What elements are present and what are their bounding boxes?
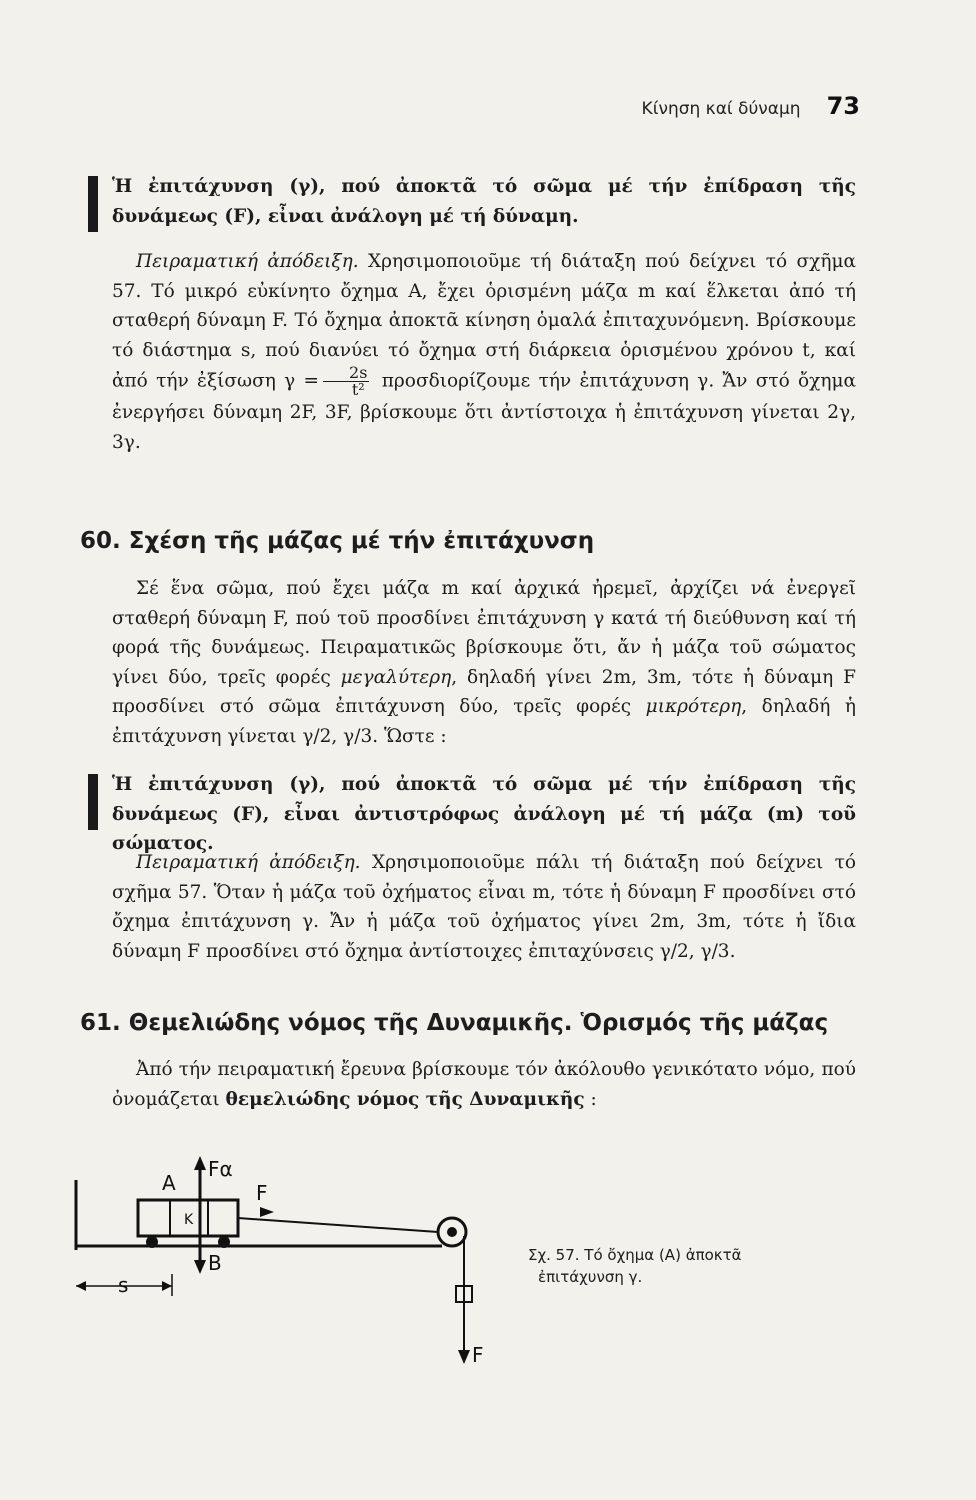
diagram-wheel: [218, 1236, 230, 1248]
label-s: s: [118, 1273, 129, 1297]
page-number: 73: [826, 92, 860, 120]
proof-1-text-a: Χρησιμοποιοῦμε τή διάταξη πού δείχνει τό σχῆμα 57. Τό μικρό εὐκίνητο ὄχημα Α, ἔχει ὁρισμένη μάζα m καί ἕλκεται ἀπό τή σταθερή δύναμη F. Τό ὄχημα ἀποκτᾶ κίνηση ὁμαλά ἐπιταχυνόμενη. Βρίσκουμε τό διάστημα s, πού διανύει τό ὄχημα στή διάρκεια ὁρισμένου χρόνου t, καί ἀπό τήν ἐξίσωση: [112, 251, 856, 392]
law-statement-1: [112, 172, 856, 231]
section-61-heading: [80, 1010, 860, 1036]
proof-2-label: Πειραματική ἀπόδειξη.: [136, 852, 361, 873]
diagram-pulley-axle: [447, 1227, 457, 1237]
label-Fa: Fα: [208, 1157, 233, 1181]
equation-denominator: t²: [351, 380, 365, 399]
section-60-number: 60.: [80, 528, 121, 554]
word-bigger: μεγαλύτερη: [340, 666, 452, 688]
diagram-wheel: [146, 1236, 158, 1248]
equation-lhs: γ =: [284, 370, 320, 392]
arrow-down-icon: [458, 1350, 470, 1364]
section-60-heading: [80, 528, 860, 554]
label-F-right: F: [256, 1181, 268, 1205]
section-61-title: Θεμελιώδης νόμος τῆς Δυναμικῆς. Ὁρισμός τῆς μάζας: [128, 1010, 829, 1036]
margin-bar: [88, 774, 98, 830]
figure-57-diagram: [60, 1150, 500, 1370]
law-2-text: Ἡ ἐπιτάχυνση (γ), πού ἀποκτᾶ τό σῶμα μέ τήν ἐπίδραση τῆς δυνάμεως (F), εἶναι ἀντιστρόφως ἀνάλογη μέ τή μάζα (m) τοῦ σώματος.: [112, 774, 856, 854]
page-header: [560, 92, 860, 132]
section-60-text-c: , δηλαδή ἡ ἐπιτάχυνση γίνεται γ/2, γ/3. Ὥστε :: [112, 696, 857, 747]
label-A: A: [162, 1171, 176, 1195]
proof-2-text: Χρησιμοποιοῦμε πάλι τή διάταξη πού δείχνει τό σχῆμα 57. Ὅταν ἡ μάζα τοῦ ὀχήματος εἶναι m, τότε ἡ δύναμη F προσδίνει στό ὄχημα ἐπιτάχυνση γ. Ἄν ἡ μάζα τοῦ ὀχήματος γίνει 2m, 3m, τότε ἡ ἴδια δύναμη F προσδίνει στό ὄχημα ἀντίστοιχες ἐπιταχύνσεις γ/2, γ/3.: [112, 852, 857, 962]
figure-57-caption: [528, 1244, 848, 1288]
arrow-up-icon: [194, 1156, 206, 1170]
equation-numerator: 2s: [323, 365, 369, 382]
section-60-title: Σχέση τῆς μάζας μέ τήν ἐπιτάχυνση: [128, 528, 595, 554]
caption-line-2: ἐπιτάχυνση γ.: [538, 1268, 643, 1286]
section-61-text-b: :: [584, 1088, 597, 1110]
proof-1-text-b: προσδιορίζουμε τήν ἐπιτάχυνση γ. Ἄν στό ὄχημα ἐνεργήσει δύναμη 2F, 3F, βρίσκουμε ὅτι ἀντίστοιχα ἡ ἐπιτάχυνση γίνεται 2γ, 3γ.: [112, 370, 856, 453]
arrow-right-icon: [162, 1281, 172, 1291]
law-1-text: Ἡ ἐπιτάχυνση (γ), πού ἀποκτᾶ τό σῶμα μέ τήν ἐπίδραση τῆς δυνάμεως (F), εἶναι ἀνάλογη μέ τή δύναμη.: [112, 176, 856, 227]
caption-line-1: Σχ. 57. Τό ὄχημα (Α) ἀποκτᾶ: [528, 1246, 742, 1264]
proof-1: [112, 247, 856, 457]
running-title: Κίνηση καί δύναμη: [641, 99, 801, 119]
law-statement-2: [112, 770, 856, 859]
section-60-text-a: Σέ ἕνα σῶμα, πού ἔχει μάζα m καί ἀρχικά ἠρεμεῖ, ἀρχίζει νά ἐνεργεῖ σταθερή δύναμη F, πού τοῦ προσδίνει ἐπιτάχυνση γ κατά τή διεύθυνση καί τή φορά τῆς δυνάμεως. Πειραματικῶς βρίσκουμε ὅτι, ἄν ἡ μάζα τοῦ σώματος γίνει δύο, τρεῖς φορές: [112, 578, 856, 688]
label-K: K: [184, 1212, 194, 1228]
label-F-bottom: F: [472, 1343, 484, 1367]
section-61-body: [112, 1055, 856, 1114]
equation-fraction: [323, 365, 369, 398]
arrow-down-icon: [194, 1260, 206, 1274]
law-name: θεμελιώδης νόμος τῆς Δυναμικῆς: [225, 1088, 585, 1110]
proof-2: [112, 848, 856, 966]
section-60-text-b: , δηλαδή γίνει 2m, 3m, τότε ἡ δύναμη F προσδίνει στό σῶμα ἐπιτάχυνση δύο, τρεῖς φορές: [112, 666, 856, 717]
arrow-right-icon: [260, 1207, 274, 1217]
section-61-text-a: Ἀπό τήν πειραματική ἔρευνα βρίσκουμε τόν ἀκόλουθο γενικότατο νόμο, πού ὀνομάζεται: [112, 1059, 856, 1110]
diagram-string: [238, 1218, 438, 1232]
section-60-body: [112, 574, 856, 751]
label-B: B: [208, 1251, 222, 1275]
proof-1-label: Πειραματική ἀπόδειξη.: [136, 251, 359, 272]
margin-bar: [88, 176, 98, 232]
arrow-left-icon: [76, 1281, 86, 1291]
section-61-number: 61.: [80, 1010, 121, 1036]
word-smaller: μικρότερη: [645, 696, 742, 717]
